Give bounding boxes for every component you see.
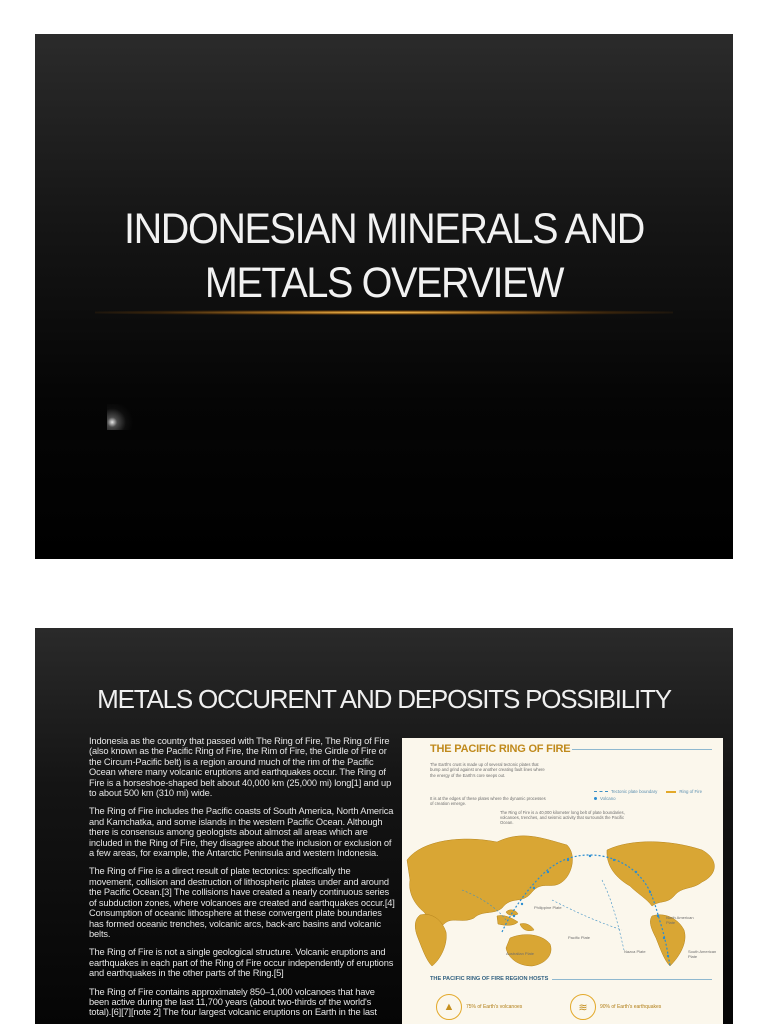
- infographic-note: The Ring of Fire is a 40,000 kilometer long belt of plate boundaries, volcanoes, trenches, and seismic activity that surrounds the Pacific Ocean.: [500, 810, 625, 826]
- infographic-intro-2: It is at the edges of these plates where the dynamic processes of creation emerge.: [430, 796, 546, 807]
- label-south-american-plate: South American Plate: [688, 949, 717, 959]
- slide-2-body: [89, 736, 395, 1024]
- gold-divider: [95, 310, 673, 315]
- slide-2-title: METALS OCCURENT AND DEPOSITS POSSIBILITY: [97, 684, 671, 714]
- label-australian-plate: Australian Plate: [506, 951, 535, 956]
- stat-volcanoes: [436, 994, 522, 1020]
- infographic-subheading: THE PACIFIC RING OF FIRE REGION HOSTS: [430, 976, 549, 982]
- gold-line-icon: [666, 791, 676, 793]
- label-pacific-plate: Pacific Plate: [568, 935, 591, 940]
- volcano-dot-icon: [594, 797, 597, 800]
- stat-earthquakes: [570, 994, 661, 1020]
- infographic-intro: The Earth's crust is made up of several tectonic plates that bump and grind against one another creating fault lines where the energy of the Earth's core seeps out.: [430, 762, 545, 778]
- slide-title-line-2: METALS OVERVIEW: [204, 259, 564, 307]
- legend-ring-label: Ring of Fire: [679, 789, 703, 794]
- volcano-icon: ▲: [436, 994, 462, 1020]
- slide-title-line-1: INDONESIAN MINERALS AND: [123, 205, 645, 253]
- paragraph-1: Indonesia as the country that passed with The Ring of Fire, The Ring of Fire (also known as the Pacific Ring of Fire, the Rim of Fire, the Girdle of Fire or the Circum-Pacific belt) is a region around much of the rim of the Pacific Ocean where many volcanic eruptions and earthquakes occur. The Ring of Fire is a horseshoe-shaped belt about 40,000 km (25,000 mi) long[1] and up to about 500 km (310 mi) wide.: [89, 736, 392, 799]
- label-nazca-plate: Nazca Plate: [624, 949, 646, 954]
- label-north-american-plate: North American Plate: [666, 915, 694, 925]
- stat-earthquakes-text: 90% of Earth's earthquakes: [600, 1004, 662, 1010]
- dashed-line-icon: [594, 791, 608, 792]
- infographic-title: THE PACIFIC RING OF FIRE: [430, 743, 571, 755]
- paragraph-5: The Ring of Fire contains approximately 850–1,000 volcanoes that have been active during the last 11,700 years (about two-thirds of the world's total).[6][7][note 2] The four largest volcanic eruptions on Earth in the last: [89, 986, 377, 1018]
- content-slide: [35, 628, 733, 1024]
- map-legend: [594, 788, 702, 802]
- infographic-title-rule: [572, 749, 712, 750]
- slide-title: [63, 202, 705, 310]
- paragraph-4: The Ring of Fire is not a single geological structure. Volcanic eruptions and earthquakes in each part of the Ring of Fire occur independently of eruptions and earthquakes in the other parts of the Ring.[5]: [89, 947, 394, 979]
- stat-volcanoes-text: 75% of Earth's volcanoes: [466, 1004, 523, 1010]
- legend-row-volcano: [594, 795, 702, 802]
- paragraph-3: The Ring of Fire is a direct result of plate tectonics: specifically the movement, collision and destruction of lithospheric plates under and around the Pacific Ocean.[3] The collisions have created a nearly continuous series of subduction zones, where volcanoes are created and earthquakes occur.[4] Consumption of oceanic lithosphere at these convergent plate boundaries has formed oceanic trenches, volcanic arcs, back-arc basins and volcanic belts.: [89, 866, 395, 939]
- title-slide: [35, 34, 733, 559]
- eurasia-landmass: [407, 836, 572, 926]
- ring-of-fire-infographic: [402, 738, 723, 1024]
- infographic-subheading-rule: [552, 979, 712, 980]
- light-flare-decoration: [107, 404, 133, 430]
- indonesia-islands: [497, 910, 534, 931]
- label-philippine-plate: Philippine Plate: [534, 905, 562, 910]
- world-map-illustration: [402, 820, 723, 970]
- legend-volcano-label: Volcano: [600, 796, 616, 801]
- legend-boundary-label: Tectonic plate boundary: [611, 789, 658, 794]
- paragraph-2: The Ring of Fire includes the Pacific coasts of South America, North America and Kamchatka, and some islands in the western Pacific Ocean. Although there is consensus among geologists about almost all areas which are included in the Ring of Fire, they disagree about the inclusion or exclusion of a few areas, for example, the Antarctic Peninsula and western Indonesia.: [89, 806, 394, 859]
- legend-row-boundary: [594, 788, 702, 795]
- north-america-landmass: [607, 842, 714, 906]
- earthquake-icon: ≋: [570, 994, 596, 1020]
